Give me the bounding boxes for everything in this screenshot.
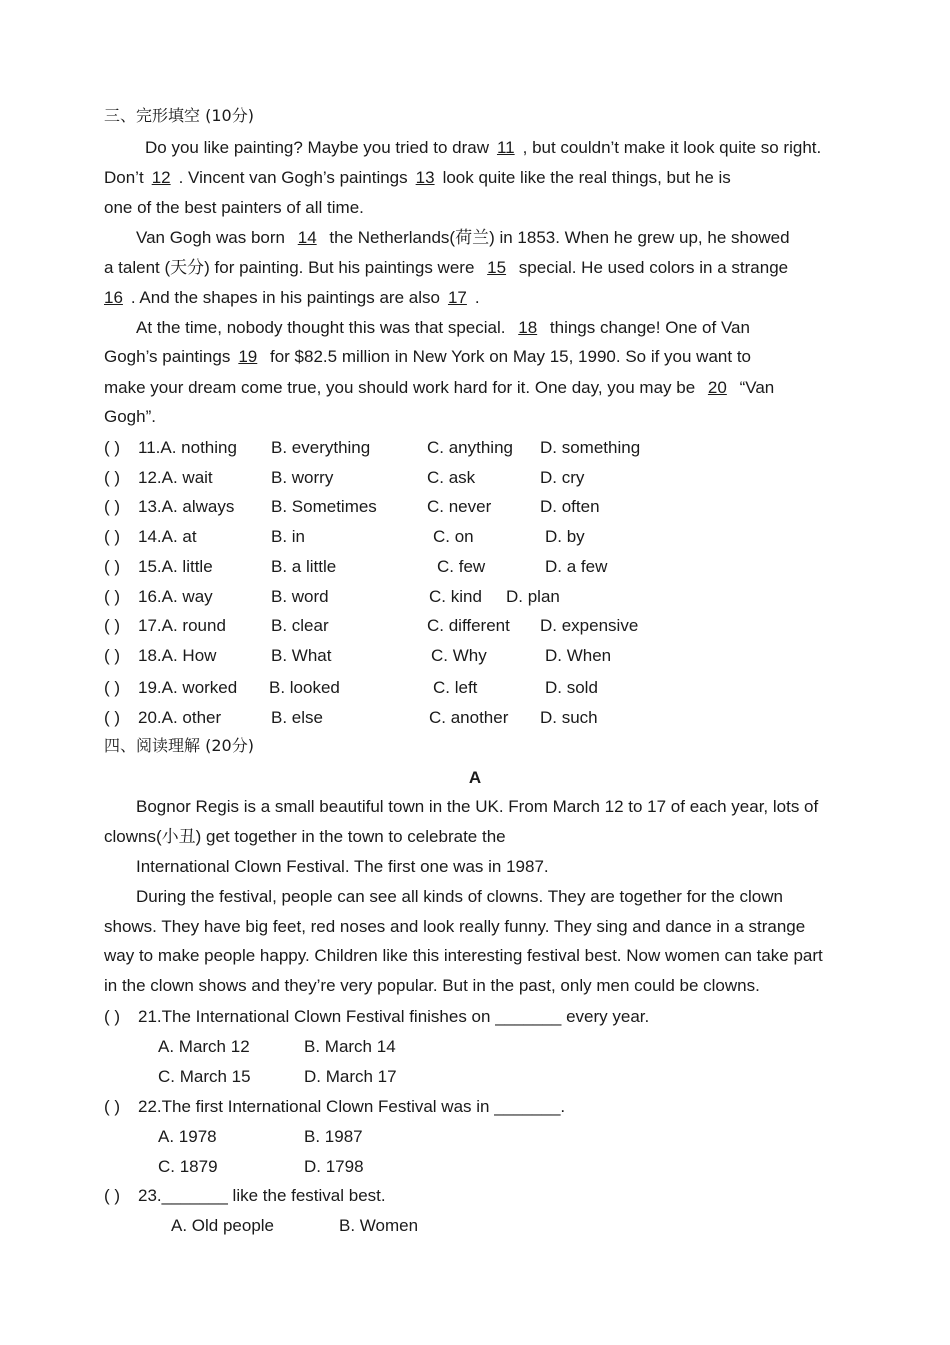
blank-16: 16 — [104, 288, 123, 307]
passage-line-6: way to make people happy. Children like this interesting festival best. Now women can take part — [104, 946, 823, 965]
blank-14: 14 — [297, 228, 317, 247]
cloze-paragraph-1-line-2: Don’t 12 . Vincent van Gogh’s paintings 13 look quite like the real things, but he is — [104, 168, 731, 187]
blank-13: 13 — [415, 168, 435, 187]
blank-20: 20 — [707, 378, 727, 397]
option-row-18: ( ) 18.A. How B. What C. Why D. When — [104, 646, 612, 665]
cloze-paragraph-2-line-3: 16 . And the shapes in his paintings are also 17 . — [104, 288, 480, 307]
q22-option-c: C. 1879 — [158, 1157, 218, 1176]
cloze-paragraph-3-line-1: At the time, nobody thought this was that special. 18 things change! One of Van — [136, 318, 750, 337]
q21-option-c: C. March 15 — [158, 1067, 251, 1086]
option-row-17: ( ) 17.A. round B. clear C. different D. expensive — [104, 616, 639, 635]
option-row-14: ( ) 14.A. at B. in C. on D. by — [104, 527, 585, 546]
blank-19: 19 — [238, 347, 258, 366]
passage-line-3: International Clown Festival. The first one was in 1987. — [136, 857, 549, 876]
q23-option-b: B. Women — [339, 1216, 419, 1235]
cloze-paragraph-2-line-2: a talent (天分) for painting. But his paintings were 15 special. He used colors in a strange — [104, 258, 789, 277]
blank-11: 11 — [496, 138, 515, 157]
passage-line-2: clowns(小丑) get together in the town to celebrate the — [104, 827, 506, 846]
option-row-12: ( ) 12.A. wait B. worry C. ask D. cry — [104, 468, 585, 487]
option-row-15: ( ) 15.A. little B. a little C. few D. a few — [104, 557, 608, 576]
q22-option-b: B. 1987 — [304, 1127, 363, 1146]
option-row-16: ( ) 16.A. way B. word C. kind D. plan — [104, 587, 560, 606]
cloze-paragraph-1-line-1: Do you like painting? Maybe you tried to draw 11 , but couldn’t make it look quite so right. — [145, 138, 822, 157]
blank-15: 15 — [487, 258, 507, 277]
blank-17: 17 — [447, 288, 467, 307]
option-row-13: ( ) 13.A. always B. Sometimes C. never D. often — [104, 497, 600, 516]
cloze-paragraph-3-line-3: make your dream come true, you should work hard for it. One day, you may be 20 “Van — [104, 378, 775, 397]
option-row-20: ( ) 20.A. other B. else C. another D. such — [104, 708, 598, 727]
section-heading-cloze: 三、完形填空 (10分) — [104, 106, 254, 125]
passage-line-1: Bognor Regis is a small beautiful town in the UK. From March 12 to 17 of each year, lots of — [136, 797, 819, 816]
option-row-11: ( ) 11.A. nothing B. everything C. anything D. something — [104, 438, 641, 457]
passage-line-7: in the clown shows and they’re very popular. But in the past, only men could be clowns. — [104, 976, 760, 995]
q22-option-d: D. 1798 — [304, 1157, 364, 1176]
option-row-19: ( ) 19.A. worked B. looked C. left D. sold — [104, 678, 598, 697]
q21-option-d: D. March 17 — [304, 1067, 397, 1086]
q22-option-a: A. 1978 — [158, 1127, 217, 1146]
blank-18: 18 — [518, 318, 538, 337]
passage-line-5: shows. They have big feet, red noses and look really funny. They sing and dance in a strange — [104, 917, 806, 936]
passage-line-4: During the festival, people can see all kinds of clowns. They are together for the clown — [136, 887, 783, 906]
cloze-paragraph-1-line-3: one of the best painters of all time. — [104, 198, 364, 217]
cloze-paragraph-3-line-4: Gogh”. — [104, 407, 156, 426]
section-heading-reading: 四、阅读理解 (20分) — [104, 736, 254, 755]
blank-12: 12 — [151, 168, 171, 187]
q21-option-a: A. March 12 — [158, 1037, 250, 1056]
cloze-paragraph-2-line-1: Van Gogh was born 14 the Netherlands(荷兰) in 1853. When he grew up, he showed — [136, 228, 790, 247]
cloze-paragraph-3-line-2: Gogh’s paintings 19 for $82.5 million in New York on May 15, 1990. So if you want to — [104, 347, 751, 366]
passage-label: A — [468, 768, 482, 787]
q21-option-b: B. March 14 — [304, 1037, 396, 1056]
q23-option-a: A. Old people — [171, 1216, 275, 1235]
worksheet-page: 三、完形填空 (10分) Do you like painting? Maybe you tried to draw 11 , but couldn’t make it look quite so right. Don’t 12 . Vincent van Gogh’s paintings 13 look quite like the real things, but he is one of the best painters of all time. Van Gogh was born 14 the Netherlands(荷兰) in 1853. When he grew up, he showed a talent (天分) for painting. But his paintings were 15 special. He used colors in a strange 16 . And the shapes in his paintings are also 17 . At the time, nobody thought this was that special. 18 things change! One of Van Gogh’s paintings 19 for $82.5 million in New York on May 15, 1990. So if you want to make your dream come true, you should work hard for it. One day, you may be 20 “Van Gogh”. ( ) 11.A. nothing B. everything C. anything D. something ( ) 12.A. wait B. worry C. ask D. cry ( ) 13.A. always B. Sometimes C. never D. often ( ) 14.A. at B. in C. on D. by ( ) 15.A. little B. a little C. few D. a few ( ) 16.A. way B. word C. kind D. plan ( ) 17.A. round B. clear C. different D. expensive ( ) 18.A. How B. What C. Why D. When ( ) 19.A. worked B. looked C. left D. sold ( ) 20.A. other B. else C. another D. such 四、阅读理解 (20分) A Bognor Regis is a small beautiful town in the UK. From March 12 to 17 of each year, lots of clowns(小丑) get together in the town to celebrate the International Clown Festival. The first one was in 1987. During the festival, people can see all kinds of clowns. They are together for the clown shows. They have big feet, red noses and look really funny. They sing and dance in a strange way to make people happy. Children like this interesting festival best. Now women can take part in the clown shows and they’re very popular. But in the past, only men could be clowns. ( ) 21.The International Clown Festival finishes on _______ every year. A. March 12 B. March 14 C. March 15 D. March 17 ( ) 22.The first International Clown Festival was in _______. A. 1978 B. 1987 C. 1879 D. 1798 ( ) 23._______ like the festival best. A. Old people B. Women — [0, 0, 950, 1345]
